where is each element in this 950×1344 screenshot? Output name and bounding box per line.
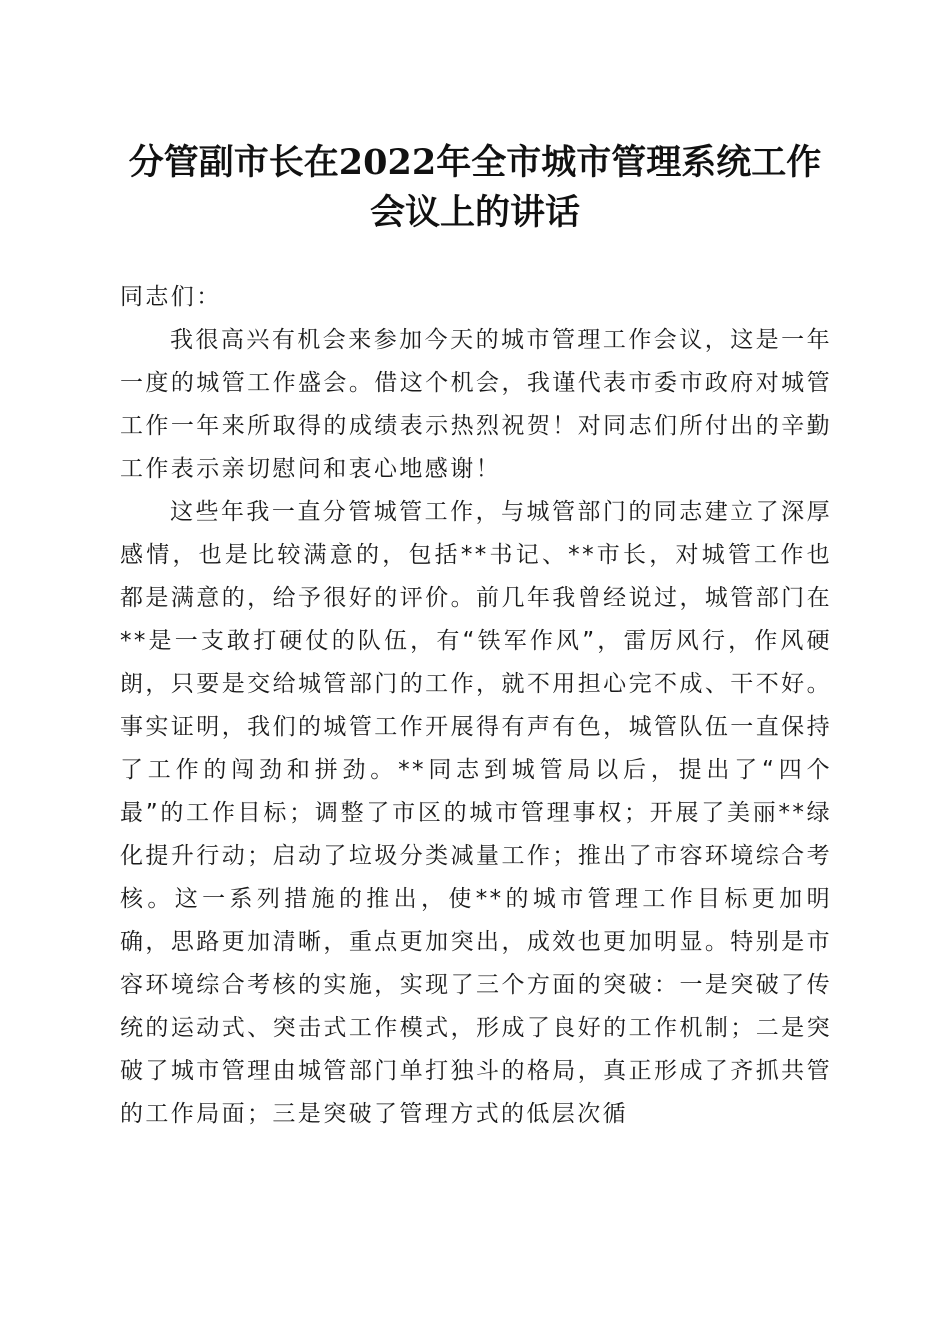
paragraph-2: 这些年我一直分管城管工作，与城管部门的同志建立了深厚感情，也是比较满意的，包括**书记、**市长，对城管工作也都是满意的，给予很好的评价。前几年我曾经说过，城管部门在**是一支敢打硬仗的队伍，有“铁军作风”，雷厉风行，作风硬朗，只要是交给城管部门的工作，就不用担心完不成、干不好。事实证明，我们的城管工作开展得有声有色，城管队伍一直保持了工作的闯劲和拼劲。**同志到城管局以后，提出了“四个最”的工作目标；调整了市区的城市管理事权；开展了美丽**绿化提升行动；启动了垃圾分类减量工作；推出了市容环境综合考核。这一系列措施的推出，使**的城市管理工作目标更加明确，思路更加清晰，重点更加突出，成效也更加明显。特别是市容环境综合考核的实施，实现了三个方面的突破：一是突破了传统的运动式、突击式工作模式，形成了良好的工作机制；二是突破了城市管理由城管部门单打独斗的格局，真正形成了齐抓共管的工作局面；三是突破了管理方式的低层次循 bbox=[120, 499, 832, 1127]
salutation: 同志们： bbox=[120, 284, 222, 310]
title-line-2: 会议上的讲话 bbox=[369, 192, 580, 233]
paragraph-1: 我很高兴有机会来参加今天的城市管理工作会议，这是一年一度的城管工作盛会。借这个机会，我谨代表市委市政府对城管工作一年来所取得的成绩表示热烈祝贺！对同志们所付出的辛勤工作表示亲切慰问和衷心地感谢！ bbox=[120, 327, 832, 482]
document-body bbox=[120, 276, 832, 1136]
title-line-1: 分管副市长在2022年全市城市管理系统工作 bbox=[128, 142, 822, 183]
document-title bbox=[100, 138, 850, 238]
